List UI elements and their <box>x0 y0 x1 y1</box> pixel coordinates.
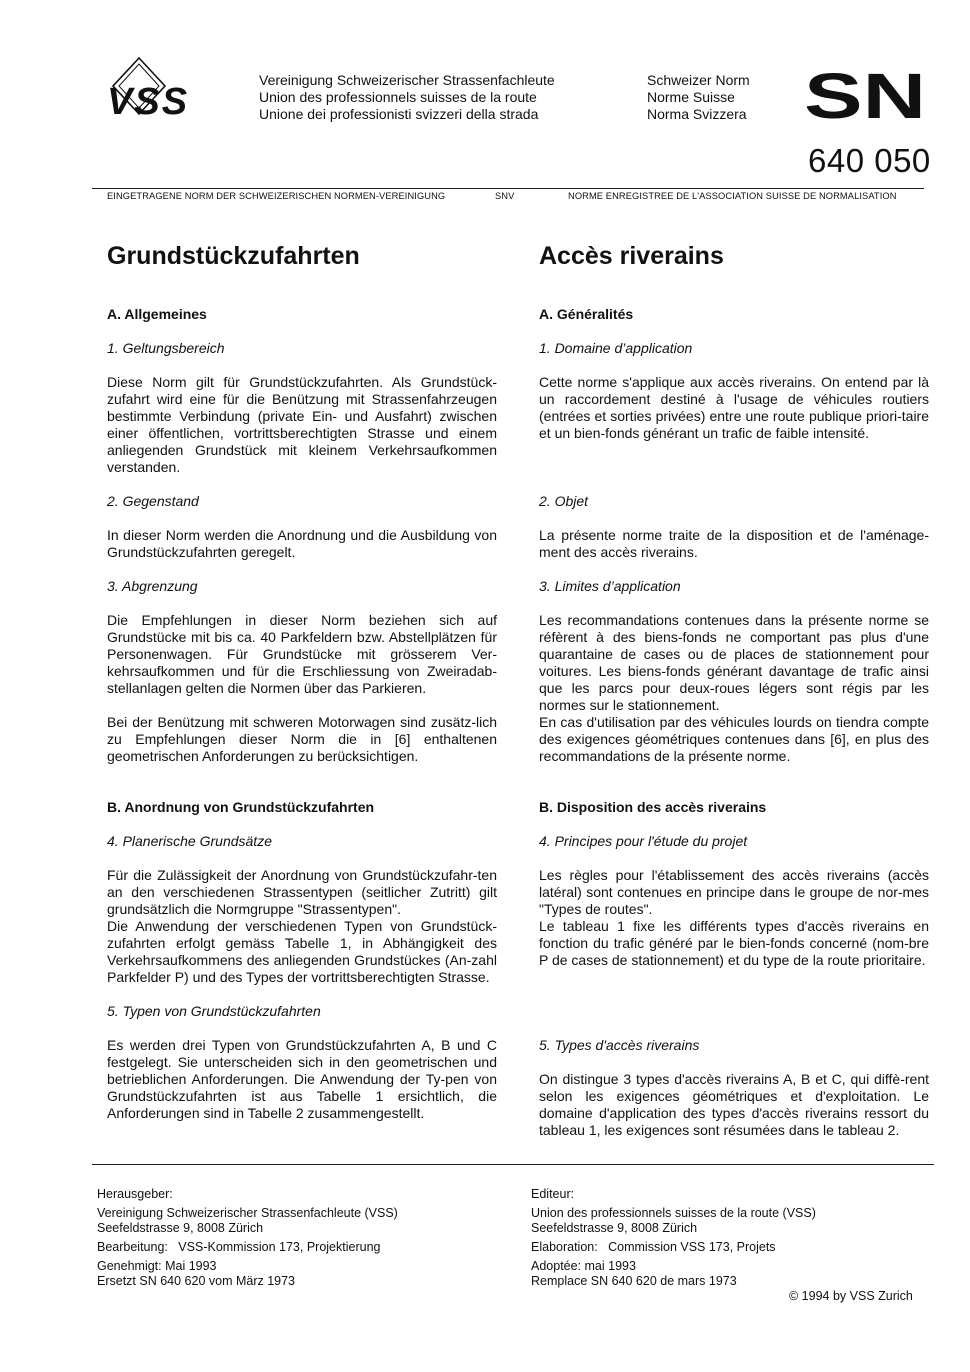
paragraph-4a-fr: Les règles pour l'établissement des accès riverains (accès latéral) sont contenues en principe dans le groupe de nor-mes "Types de routes". <box>539 867 929 917</box>
org-name-it: Unione dei professionisti svizzeri della strada <box>259 106 539 122</box>
title-de: Grundstückzufahrten <box>107 242 360 270</box>
org-name-fr: Union des professionnels suisses de la route <box>259 89 537 105</box>
footer-de <box>97 1187 517 1289</box>
subsection-5-heading-de: 5. Typen von Grundstückzufahrten <box>107 1003 321 1019</box>
organisation-names <box>259 72 555 123</box>
editing-fr: Elaboration: Commission VSS 173, Projets <box>531 1240 776 1254</box>
footer-divider <box>92 1164 934 1165</box>
org-name-de: Vereinigung Schweizerischer Strassenfachleute <box>259 72 555 88</box>
subsection-4-heading-de: 4. Planerische Grundsätze <box>107 833 272 849</box>
paragraph-3a-de: Die Empfehlungen in dieser Norm beziehen sich auf Grundstücke mit bis ca. 40 Parkfeldern bzw. Abstellplätzen für Personenwagen. Für Grundstücke mit grösserem Ver-kehrsaufkommen und für die Erschliessung von Zweiradab-stellanlagen gelten die Normen über das Parkieren. <box>107 612 497 696</box>
paragraph-2-fr: La présente norme traite de la disposition et de l'aménage-ment des accès riverains. <box>539 527 929 560</box>
section-b-heading-fr: B. Disposition des accès riverains <box>539 799 767 815</box>
paragraph-3b-de: Bei der Benützung mit schweren Motorwagen sind zusätz-lich zu Empfehlungen dieser Norm die in [6] enthaltenen geometrischen Anforderungen zu berücksichtigen. <box>107 714 497 764</box>
registration-fr: NORME ENREGISTREE DE L'ASSOCIATION SUISSE DE NORMALISATION <box>568 191 897 201</box>
publisher-address-fr: Seefeldstrasse 9, 8008 Zürich <box>531 1221 698 1235</box>
sn-logo <box>804 66 928 122</box>
title-fr: Accès riverains <box>539 242 724 270</box>
paragraph-1-de: Diese Norm gilt für Grundstückzufahrten. Als Grundstück-zufahrt wird eine für die Benützung mit Strassenfahrzeugen bestimmte Verbindung (private Ein- und Ausfahrt) zwischen einer öffentlichen, vortrittsberechtigten Strasse und einem anliegenden Grundstück mit kleinem Verkehrsaufkommen verstanden. <box>107 374 497 475</box>
paragraph-2-de: In dieser Norm werden die Anordnung und die Ausbildung von Grundstückzufahrten geregelt. <box>107 527 497 560</box>
german-column <box>107 241 497 1122</box>
publisher-de: Vereinigung Schweizerischer Strassenfachleute (VSS) <box>97 1206 398 1220</box>
subsection-2-heading-de: 2. Gegenstand <box>107 493 199 509</box>
section-a-heading-de: A. Allgemeines <box>107 306 207 322</box>
publisher-fr: Union des professionnels suisses de la route (VSS) <box>531 1206 816 1220</box>
paragraph-4b-fr: Le tableau 1 fixe les différents types d'accès riverains en fonction du trafic généré par le bien-fonds concerné (nom-bre P de cases de stationnement) et du type de la route prioritaire. <box>539 918 929 968</box>
publisher-address-de: Seefeldstrasse 9, 8008 Zürich <box>97 1221 264 1235</box>
publisher-label-fr: Editeur: <box>531 1187 575 1201</box>
norm-number: 640 050 <box>808 142 931 179</box>
publisher-label-de: Herausgeber: <box>97 1187 173 1201</box>
replaces-de: Ersetzt SN 640 620 vom März 1973 <box>97 1274 296 1288</box>
subsection-1-heading-de: 1. Geltungsbereich <box>107 340 225 356</box>
subsection-5-heading-fr: 5. Types d'accès riverains <box>539 1037 700 1053</box>
subsection-3-heading-de: 3. Abgrenzung <box>107 578 198 594</box>
copyright: © 1994 by VSS Zurich <box>789 1289 913 1303</box>
paragraph-3b-fr: En cas d'utilisation par des véhicules lourds on tiendra compte des exigences géométriques contenues dans [6], en plus des recommandations de la présente norme. <box>539 714 929 764</box>
section-b-heading-de: B. Anordnung von Grundstückzufahrten <box>107 799 375 815</box>
subsection-2-heading-fr: 2. Objet <box>539 493 589 509</box>
norm-labels <box>647 72 750 123</box>
paragraph-5-de: Es werden drei Typen von Grundstückzufahrten A, B und C festgelegt. Sie unterscheiden sich in den geometrischen und betrieblichen Anforderungen. Die Anwendung der Ty-pen von Grundstückzufahrten ist aus Tabelle 1 ersichtlich, die Anforderungen sind in Tabelle 2 zusammengestellt. <box>107 1037 497 1121</box>
french-column <box>539 241 929 1139</box>
section-a-heading-fr: A. Généralités <box>539 306 634 322</box>
paragraph-4b-de: Die Anwendung der verschiedenen Typen von Grundstück-zufahrten erfolgt gemäss Tabelle 1, in Abhängigkeit des Verkehrsaufkommens des anliegenden Grundstückes (An-zahl Parkfelder P) und des Types der vortrittsberechtigten Strasse. <box>107 918 497 985</box>
registration-de: EINGETRAGENE NORM DER SCHWEIZERISCHEN NORMEN-VEREINIGUNG <box>107 191 446 201</box>
approved-de: Genehmigt: Mai 1993 <box>97 1259 217 1273</box>
approved-fr: Adoptée: mai 1993 <box>531 1259 636 1273</box>
replaces-fr: Remplace SN 640 620 de mars 1973 <box>531 1274 737 1288</box>
subsection-3-heading-fr: 3. Limites d’application <box>539 578 681 594</box>
paragraph-3a-fr: Les recommandations contenues dans la présente norme se réfèrent à des biens-fonds ne comportant pas plus d'une quarantaine de cases ou de places de stationnement pour voitures. Les biens-fonds générant davantage de trafic ainsi que les parcs pour deux-roues légers sont régis par les normes sur le stationnement. <box>539 612 929 713</box>
paragraph-1-fr: Cette norme s'applique aux accès riverains. On entend par là un raccordement destiné à l'usage de véhicules routiers (entrées et sorties privées) entre une route publique priori-taire et un bien-fonds générant un trafic de faible intensité. <box>539 374 929 441</box>
norm-label-de: Schweizer Norm <box>647 72 750 88</box>
header-divider <box>92 188 924 189</box>
paragraph-4a-de: Für die Zulässigkeit der Anordnung von Grundstückzufahr-ten an den verschiedenen Strassentypen (seitlicher Zutritt) gilt grundsätzlich die Normgruppe "Strassentypen". <box>107 867 497 917</box>
vss-logo-text: VSS <box>107 81 190 120</box>
footer-fr <box>531 1187 931 1289</box>
norm-label-fr: Norme Suisse <box>647 89 735 105</box>
vss-logo <box>103 56 243 120</box>
norm-label-it: Norma Svizzera <box>647 106 747 122</box>
sn-logo-text: SN <box>804 66 926 122</box>
paragraph-5-fr: On distingue 3 types d'accès riverains A, B et C, qui diffè-rent selon les exigences géométriques et d'exploitation. Le domaine d'application des types d'accès riverains ressort du tableau 1, les exigences sont résumées dans le tableau 2. <box>539 1071 929 1138</box>
editing-de: Bearbeitung: VSS-Kommission 173, Projektierung <box>97 1240 381 1254</box>
subsection-1-heading-fr: 1. Domaine d’application <box>539 340 693 356</box>
registration-snv: SNV <box>495 191 515 201</box>
subsection-4-heading-fr: 4. Principes pour l'étude du projet <box>539 833 748 849</box>
